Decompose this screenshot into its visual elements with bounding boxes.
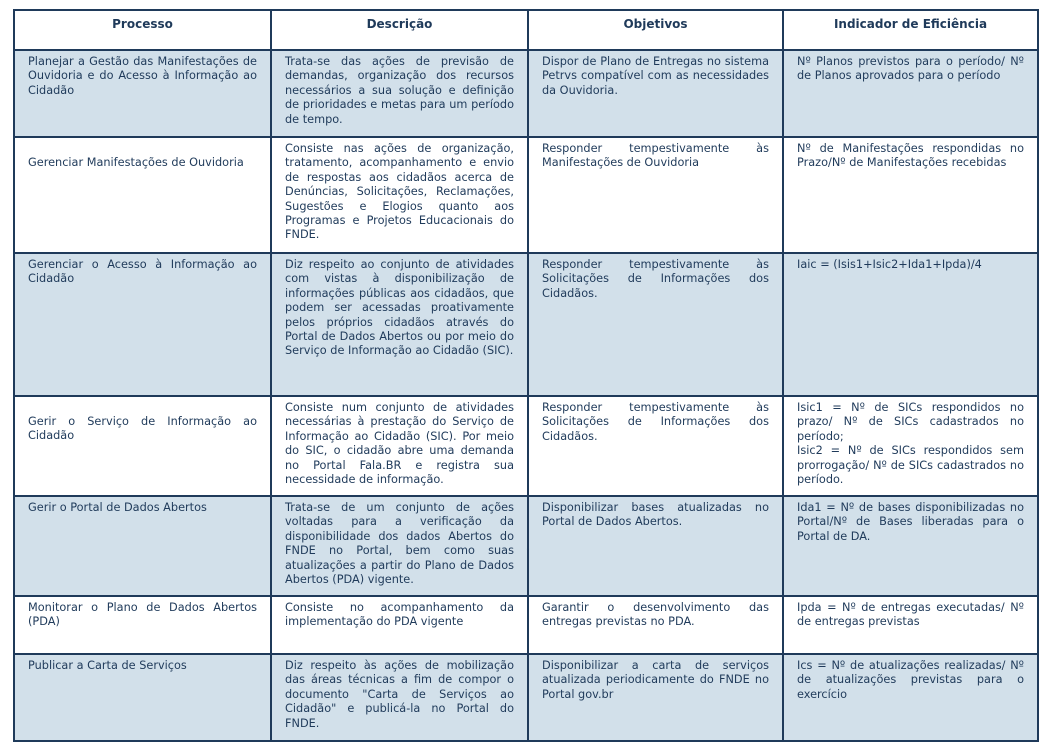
cell-objetivos: Responder tempestivamente às Solicitações de Informações dos Cidadãos. bbox=[528, 253, 783, 396]
cell-indicador bbox=[783, 496, 1038, 596]
cell-indicador bbox=[783, 396, 1038, 496]
table-row bbox=[14, 253, 1038, 396]
cell-processo: Gerir o Portal de Dados Abertos bbox=[14, 496, 271, 596]
cell-processo: Planejar a Gestão das Manifestações de Ouvidoria e do Acesso à Informação ao Cidadão bbox=[14, 50, 271, 137]
cell-indicador bbox=[783, 654, 1038, 741]
table-row bbox=[14, 137, 1038, 253]
indicador-line: Ics = Nº de atualizações realizadas/ Nº de atualizações previstas para o exercício bbox=[797, 659, 1024, 701]
table-row bbox=[14, 496, 1038, 596]
table-row bbox=[14, 396, 1038, 496]
cell-objetivos: Responder tempestivamente às Solicitações de Informações dos Cidadãos. bbox=[528, 396, 783, 496]
cell-objetivos: Garantir o desenvolvimento das entregas previstas no PDA. bbox=[528, 596, 783, 654]
cell-indicador bbox=[783, 50, 1038, 137]
header-row bbox=[14, 10, 1038, 50]
cell-processo: Gerir o Serviço de Informação ao Cidadão bbox=[14, 396, 271, 496]
header-processo: Processo bbox=[14, 10, 271, 50]
cell-objetivos: Disponibilizar a carta de serviços atualizada periodicamente do FNDE no Portal gov.br bbox=[528, 654, 783, 741]
process-table bbox=[13, 9, 1039, 742]
cell-descricao: Consiste nas ações de organização, tratamento, acompanhamento e envio de respostas aos cidadãos acerca de Denúncias, Solicitações, Reclamações, Sugestões e Elogios quanto aos Programas e Projetos Educacionais do FNDE. bbox=[271, 137, 528, 253]
cell-processo: Gerenciar o Acesso à Informação ao Cidadão bbox=[14, 253, 271, 396]
table-row bbox=[14, 50, 1038, 137]
cell-descricao: Trata-se das ações de previsão de demandas, organização dos recursos necessários a sua solução e definição de prioridades e metas para um período de tempo. bbox=[271, 50, 528, 137]
table-row bbox=[14, 596, 1038, 654]
cell-indicador bbox=[783, 596, 1038, 654]
cell-descricao: Trata-se de um conjunto de ações voltadas para a verificação da disponibilidade dos dados Abertos do FNDE no Portal, bem como suas atualizações a partir do Plano de Dados Abertos (PDA) vigente. bbox=[271, 496, 528, 596]
process-table-container bbox=[13, 9, 1037, 742]
cell-descricao: Consiste no acompanhamento da implementação do PDA vigente bbox=[271, 596, 528, 654]
cell-processo: Publicar a Carta de Serviços bbox=[14, 654, 271, 741]
cell-processo: Gerenciar Manifestações de Ouvidoria bbox=[14, 137, 271, 253]
cell-indicador bbox=[783, 137, 1038, 253]
indicador-line: Isic1 = Nº de SICs respondidos no prazo/ Nº de SICs cadastrados no período; bbox=[797, 401, 1024, 443]
indicador-line: Ida1 = Nº de bases disponibilizadas no Portal/Nº de Bases liberadas para o Portal de DA. bbox=[797, 501, 1024, 543]
indicador-line: Nº de Manifestações respondidas no Prazo/Nº de Manifestações recebidas bbox=[797, 142, 1024, 170]
header-objetivos: Objetivos bbox=[528, 10, 783, 50]
header-descricao: Descrição bbox=[271, 10, 528, 50]
cell-objetivos: Disponibilizar bases atualizadas no Portal de Dados Abertos. bbox=[528, 496, 783, 596]
header-indicador: Indicador de Eficiência bbox=[783, 10, 1038, 50]
cell-descricao: Diz respeito às ações de mobilização das áreas técnicas a fim de compor o documento "Carta de Serviços ao Cidadão" e publicá-la no Portal do FNDE. bbox=[271, 654, 528, 741]
cell-descricao: Consiste num conjunto de atividades necessárias à prestação do Serviço de Informação ao Cidadão (SIC). Por meio do SIC, o cidadão abre uma demanda no Portal Fala.BR e registra sua necessidade de informação. bbox=[271, 396, 528, 496]
cell-indicador bbox=[783, 253, 1038, 396]
cell-descricao: Diz respeito ao conjunto de atividades com vistas à disponibilização de informações públicas aos cidadãos, que podem ser acessadas proativamente pelos próprios cidadãos através do Portal de Dados Abertos ou por meio do Serviço de Informação ao Cidadão (SIC). bbox=[271, 253, 528, 396]
indicador-line: Iaic = (Isis1+Isic2+Ida1+Ipda)/4 bbox=[797, 258, 982, 271]
cell-processo: Monitorar o Plano de Dados Abertos (PDA) bbox=[14, 596, 271, 654]
table-row bbox=[14, 654, 1038, 741]
indicador-line: Ipda = Nº de entregas executadas/ Nº de entregas previstas bbox=[797, 601, 1024, 629]
indicador-line: Isic2 = Nº de SICs respondidos sem prorrogação/ Nº de SICs cadastrados no período. bbox=[797, 444, 1024, 487]
cell-objetivos: Dispor de Plano de Entregas no sistema Petrvs compatível com as necessidades da Ouvidoria. bbox=[528, 50, 783, 137]
indicador-line: Nº Planos previstos para o período/ Nº de Planos aprovados para o período bbox=[797, 55, 1024, 83]
cell-objetivos: Responder tempestivamente às Manifestações de Ouvidoria bbox=[528, 137, 783, 253]
